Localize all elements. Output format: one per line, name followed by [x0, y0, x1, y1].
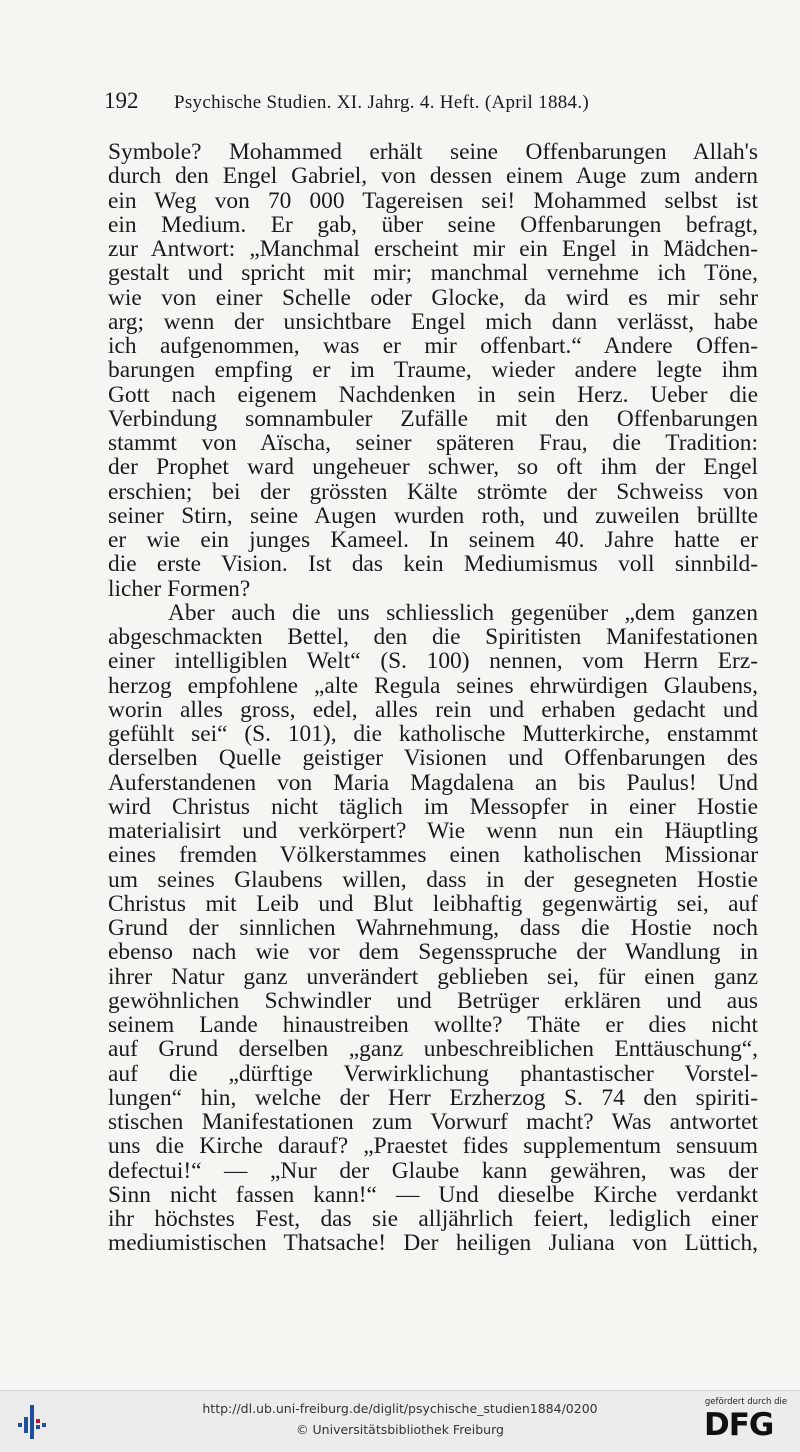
text-line: wird Christus nicht täglich im Messopfer in einer Hostie: [108, 793, 758, 820]
text-line: auf Grund derselben „ganz unbeschreiblichen Enttäuschung“,: [108, 1036, 758, 1063]
text-line: defectui!“ — „Nur der Glaube kann gewähren, was der: [108, 1157, 758, 1184]
body-text: [108, 140, 758, 1256]
text-line: durch den Engel Gabriel, von dessen einem Auge zum andern: [108, 163, 758, 190]
text-line: einer intelligiblen Welt“ (S. 100) nennen, vom Herrn Erz-: [108, 648, 758, 675]
dfg-tagline: gefördert durch die: [704, 1397, 788, 1407]
running-title: Psychische Studien. XI. Jahrg. 4. Heft. (April 1884.): [174, 92, 590, 113]
text-line: er wie ein junges Kameel. In seinem 40. Jahre hatte er: [108, 527, 758, 553]
text-line: stammt von Aïscha, seiner späteren Frau, die Tradition:: [108, 430, 758, 456]
text-line: barungen empfing er im Traume, wieder andere legte ihm: [108, 357, 758, 384]
text-line: ebenso nach wie vor dem Segensspruche der Wandlung in: [108, 939, 758, 966]
text-line: mediumistischen Thatsache! Der heiligen Juliana von Lüttich,: [108, 1230, 758, 1257]
dfg-logo[interactable]: [700, 1397, 792, 1447]
text-line: licher Formen?: [108, 575, 251, 602]
text-line: lungen“ hin, welche der Herr Erzherzog S. 74 den spiriti-: [108, 1084, 758, 1111]
text-line: gestalt und spricht mit mir; manchmal vernehme ich Töne,: [108, 260, 758, 287]
text-line: Gott nach eigenem Nachdenken in sein Herz. Ueber die: [108, 381, 758, 408]
text-line: die erste Vision. Ist das kein Mediumismus voll sinnbild-: [108, 551, 758, 578]
text-line: wie von einer Schelle oder Glocke, da wird es mir sehr: [108, 284, 758, 311]
text-line: um seines Glaubens willen, dass in der gesegneten Hostie: [108, 866, 758, 893]
text-line: eines fremden Völkerstammes einen katholischen Missionar: [108, 842, 758, 869]
text-line: derselben Quelle geistiger Visionen und Offenbarungen des: [108, 745, 758, 772]
text-line: ihrer Natur ganz unverändert geblieben sei, für einen ganz: [108, 963, 758, 990]
page-number: 192: [104, 88, 139, 113]
text-line: ein Weg von 70 000 Tagereisen sei! Mohammed selbst ist: [108, 187, 758, 214]
text-line: Symbole? Mohammed erhält seine Offenbarungen Allah's: [108, 139, 758, 165]
viewer-footer: [0, 1390, 800, 1452]
text-line: materialisirt und verkörpert? Wie wenn nun ein Häuptling: [108, 818, 758, 844]
text-line: gefühlt sei“ (S. 101), die katholische Mutterkirche, enstammt: [108, 721, 758, 747]
text-line: uns die Kirche darauf? „Praestet fides supplementum sensuum: [108, 1133, 758, 1160]
text-line: stischen Manifestationen zum Vorwurf macht? Was antwortet: [108, 1109, 758, 1135]
text-line: ihr höchstes Fest, das sie alljährlich feiert, lediglich einer: [108, 1206, 758, 1232]
text-line: Christus mit Leib und Blut leibhaftig gegenwärtig sei, auf: [108, 890, 758, 917]
text-line: Grund der sinnlichen Wahrnehmung, dass die Hostie noch: [108, 915, 758, 941]
text-line: Auferstandenen von Maria Magdalena an bis Paulus! Und: [108, 769, 758, 796]
text-line: ein Medium. Er gab, über seine Offenbarungen befragt,: [108, 211, 758, 238]
text-line: seiner Stirn, seine Augen wurden roth, und zuweilen brüllte: [108, 502, 758, 529]
permalink-url[interactable]: http://dl.ub.uni-freiburg.de/diglit/psychische_studien1884/0200: [202, 1401, 598, 1416]
page-header: [104, 88, 704, 120]
text-line: auf die „dürftige Verwirklichung phantastischer Vorstel-: [108, 1060, 758, 1087]
text-line: Aber auch die uns schliesslich gegenüber „dem ganzen: [168, 599, 758, 626]
dfg-wordmark: DFG: [704, 1407, 774, 1443]
text-line: ich aufgenommen, was er mir offenbart.“ Andere Offen-: [108, 333, 758, 359]
text-line: der Prophet ward ungeheuer schwer, so oft ihm der Engel: [108, 454, 758, 481]
text-line: Sinn nicht fassen kann!“ — Und dieselbe Kirche verdankt: [108, 1181, 758, 1208]
text-line: erschien; bei der grössten Kälte strömte der Schweiss von: [108, 478, 758, 505]
copyright-notice: © Universitätsbibliothek Freiburg: [296, 1422, 504, 1437]
text-line: abgeschmackten Bettel, den die Spiritisten Manifestationen: [108, 624, 758, 650]
text-line: zur Antwort: „Manchmal erscheint mir ein Engel in Mädchen-: [108, 236, 758, 262]
text-line: Verbindung somnambuler Zufälle mit den Offenbarungen: [108, 405, 758, 432]
text-line: arg; wenn der unsichtbare Engel mich dann verlässt, habe: [108, 308, 758, 335]
text-line: worin alles gross, edel, alles rein und erhaben gedacht und: [108, 696, 758, 723]
text-line: gewöhnlichen Schwindler und Betrüger erklären und aus: [108, 987, 758, 1014]
text-line: seinem Lande hinaustreiben wollte? Thäte er dies nicht: [108, 1012, 758, 1038]
text-line: herzog empfohlene „alte Regula seines ehrwürdigen Glaubens,: [108, 672, 758, 699]
